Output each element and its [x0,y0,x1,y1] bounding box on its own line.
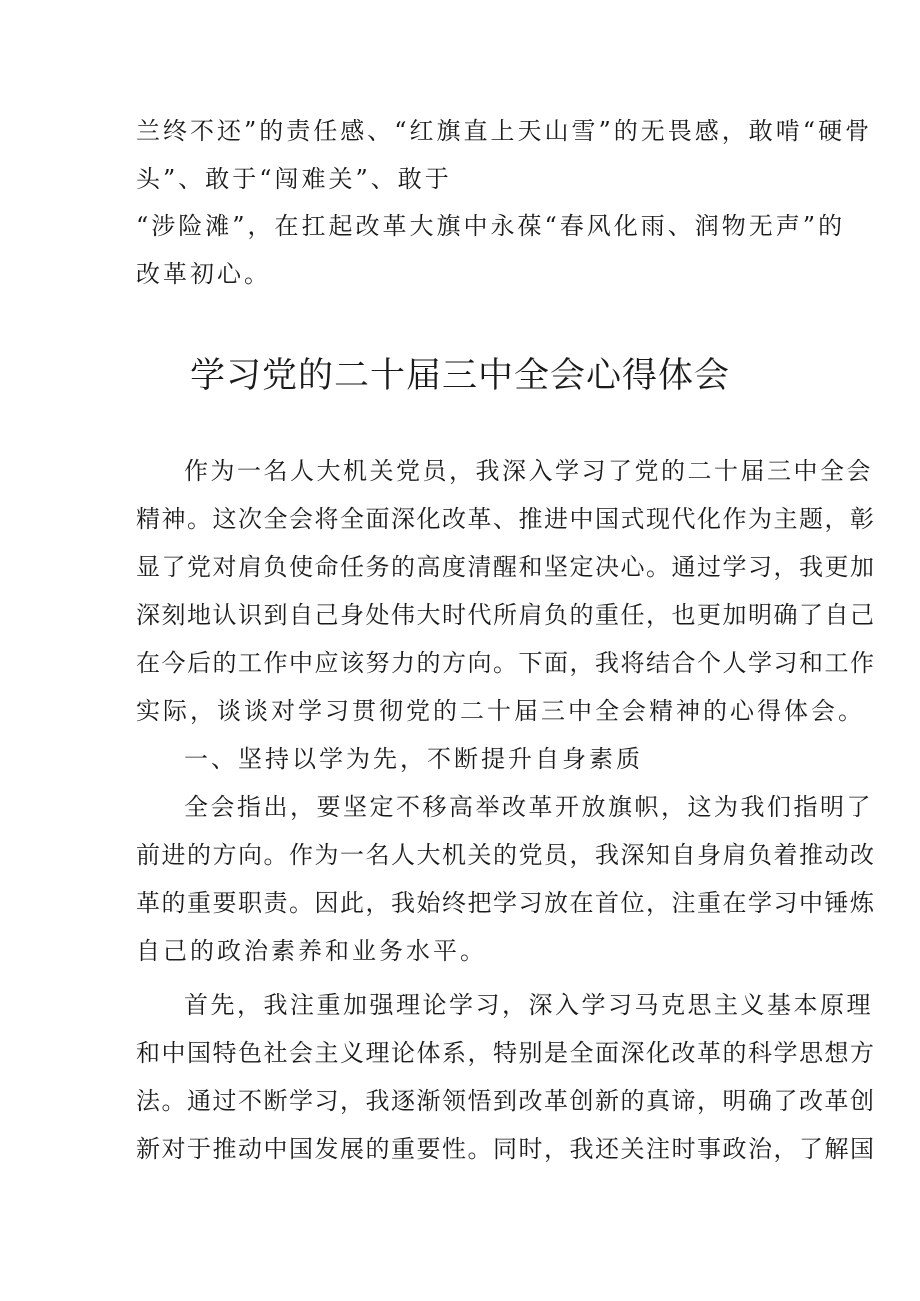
intro-line: 兰终不还”的责任感、“红旗直上天山雪”的无畏感，敢啃“硬骨 [136,117,873,145]
body-line: 首先，我注重加强理论学习，深入学习马克思主义基本原理 [184,991,873,1019]
section-heading: 一、坚持以学为先，不断提升自身素质 [184,745,643,773]
intro-line: 改革初心。 [136,260,271,288]
body-line: 自己的政治素养和业务水平。 [136,937,487,965]
body-line: 精神。这次全会将全面深化改革、推进中国式现代化作为主题，彰 [136,505,876,533]
body-line: 新对于推动中国发展的重要性。同时，我还关注时事政治，了解国 [136,1135,876,1163]
body-line: 显了党对肩负使命任务的高度清醒和坚定决心。通过学习，我更加 [136,553,876,581]
body-line: 在今后的工作中应该努力的方向。下面，我将结合个人学习和工作 [136,649,876,677]
intro-line: 头”、敢于“闯难关”、敢于 [136,165,452,193]
body-line: 法。通过不断学习，我逐渐领悟到改革创新的真谛，明确了改革创 [136,1087,876,1115]
document-title: 学习党的二十届三中全会心得体会 [189,356,730,396]
body-line: 和中国特色社会主义理论体系，特别是全面深化改革的科学思想方 [136,1039,876,1067]
body-line: 实际，谈谈对学习贯彻党的二十届三中全会精神的心得体会。 [136,697,865,725]
body-line: 作为一名人大机关党员，我深入学习了党的二十届三中全会 [184,457,873,485]
body-line: 深刻地认识到自己身处伟大时代所肩负的重任，也更加明确了自己 [136,601,876,629]
body-line: 全会指出，要坚定不移高举改革开放旗帜，这为我们指明了 [184,793,873,821]
body-line: 前进的方向。作为一名人大机关的党员，我深知自身肩负着推动改 [136,841,876,869]
intro-line: “涉险滩”，在扛起改革大旗中永葆“春风化雨、润物无声”的 [136,212,846,240]
body-line: 革的重要职责。因此，我始终把学习放在首位，注重在学习中锤炼 [136,889,876,917]
